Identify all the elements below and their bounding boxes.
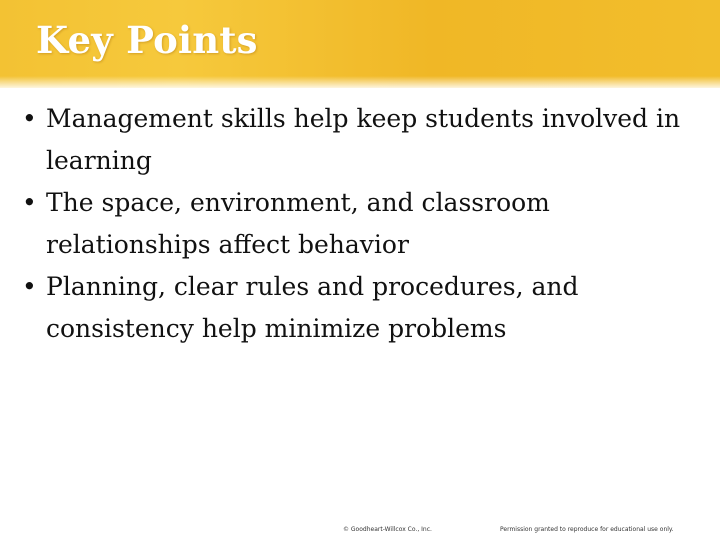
bullet-item: • Planning, clear rules and procedures, and consistency help minimize problems (22, 266, 702, 350)
title-banner (0, 0, 720, 88)
bullet-item: • The space, environment, and classroom relationships affect behavior (22, 182, 702, 266)
slide-title: Key Points (36, 18, 258, 62)
bullet-list (22, 98, 702, 350)
footer-permission: Permission granted to reproduce for educational use only. (500, 526, 674, 533)
footer-copyright: © Goodheart-Willcox Co., Inc. (343, 526, 432, 533)
bullet-item: • Management skills help keep students involved in learning (22, 98, 702, 182)
